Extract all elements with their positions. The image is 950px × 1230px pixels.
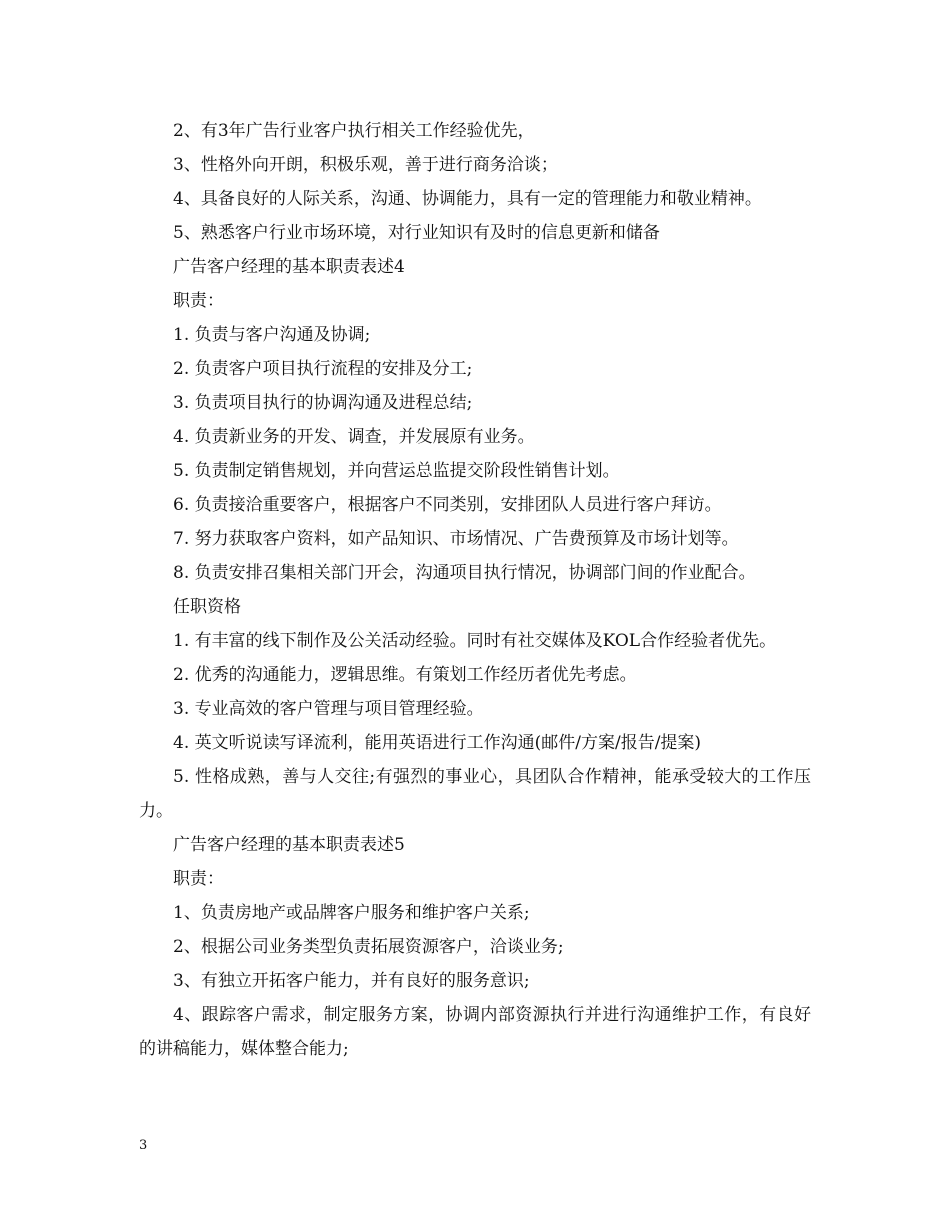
paragraph: 1. 有丰富的线下制作及公关活动经验。同时有社交媒体及KOL合作经验者优先。 bbox=[173, 631, 777, 651]
paragraph: 3、有独立开拓客户能力，并有良好的服务意识; bbox=[173, 971, 530, 991]
paragraph: 4. 英文听说读写译流利，能用英语进行工作沟通(邮件/方案/报告/提案) bbox=[173, 733, 702, 753]
page-body bbox=[139, 114, 811, 1066]
paragraph: 3. 负责项目执行的协调沟通及进程总结; bbox=[173, 393, 473, 413]
paragraph: 2、有3年广告行业客户执行相关工作经验优先， bbox=[173, 121, 535, 141]
paragraph: 1、负责房地产或品牌客户服务和维护客户关系; bbox=[173, 903, 530, 923]
paragraph: 4、跟踪客户需求，制定服务方案，协调内部资源执行并进行沟通维护工作，有良好的讲稿能力，媒体整合能力; bbox=[139, 1005, 811, 1059]
subheading-duties: 职责： bbox=[173, 869, 224, 889]
paragraph: 5. 负责制定销售规划，并向营运总监提交阶段性销售计划。 bbox=[173, 461, 620, 481]
paragraph: 7. 努力获取客户资料，如产品知识、市场情况、广告费预算及市场计划等。 bbox=[173, 529, 739, 549]
subheading-qualifications: 任职资格 bbox=[173, 597, 241, 617]
page-number: 3 bbox=[139, 1138, 148, 1153]
paragraph: 2. 负责客户项目执行流程的安排及分工; bbox=[173, 359, 473, 379]
section-heading: 广告客户经理的基本职责表述4 bbox=[173, 257, 405, 277]
paragraph: 3. 专业高效的客户管理与项目管理经验。 bbox=[173, 699, 484, 719]
paragraph: 2、根据公司业务类型负责拓展资源客户，洽谈业务; bbox=[173, 937, 564, 957]
paragraph: 4、具备良好的人际关系，沟通、协调能力，具有一定的管理能力和敬业精神。 bbox=[173, 189, 762, 209]
section-heading: 广告客户经理的基本职责表述5 bbox=[173, 835, 405, 855]
paragraph: 5. 性格成熟，善与人交往;有强烈的事业心，具团队合作精神，能承受较大的工作压力。 bbox=[139, 767, 811, 821]
subheading-duties: 职责： bbox=[173, 291, 224, 311]
paragraph: 4. 负责新业务的开发、调查，并发展原有业务。 bbox=[173, 427, 535, 447]
paragraph: 6. 负责接洽重要客户，根据客户不同类别，安排团队人员进行客户拜访。 bbox=[173, 495, 722, 515]
paragraph: 5、熟悉客户行业市场环境，对行业知识有及时的信息更新和储备 bbox=[173, 223, 660, 243]
paragraph: 2. 优秀的沟通能力，逻辑思维。有策划工作经历者优先考虑。 bbox=[173, 665, 637, 685]
paragraph: 3、性格外向开朗，积极乐观，善于进行商务洽谈； bbox=[173, 155, 558, 175]
paragraph: 1. 负责与客户沟通及协调; bbox=[173, 325, 371, 345]
paragraph: 8. 负责安排召集相关部门开会，沟通项目执行情况，协调部门间的作业配合。 bbox=[173, 563, 756, 583]
